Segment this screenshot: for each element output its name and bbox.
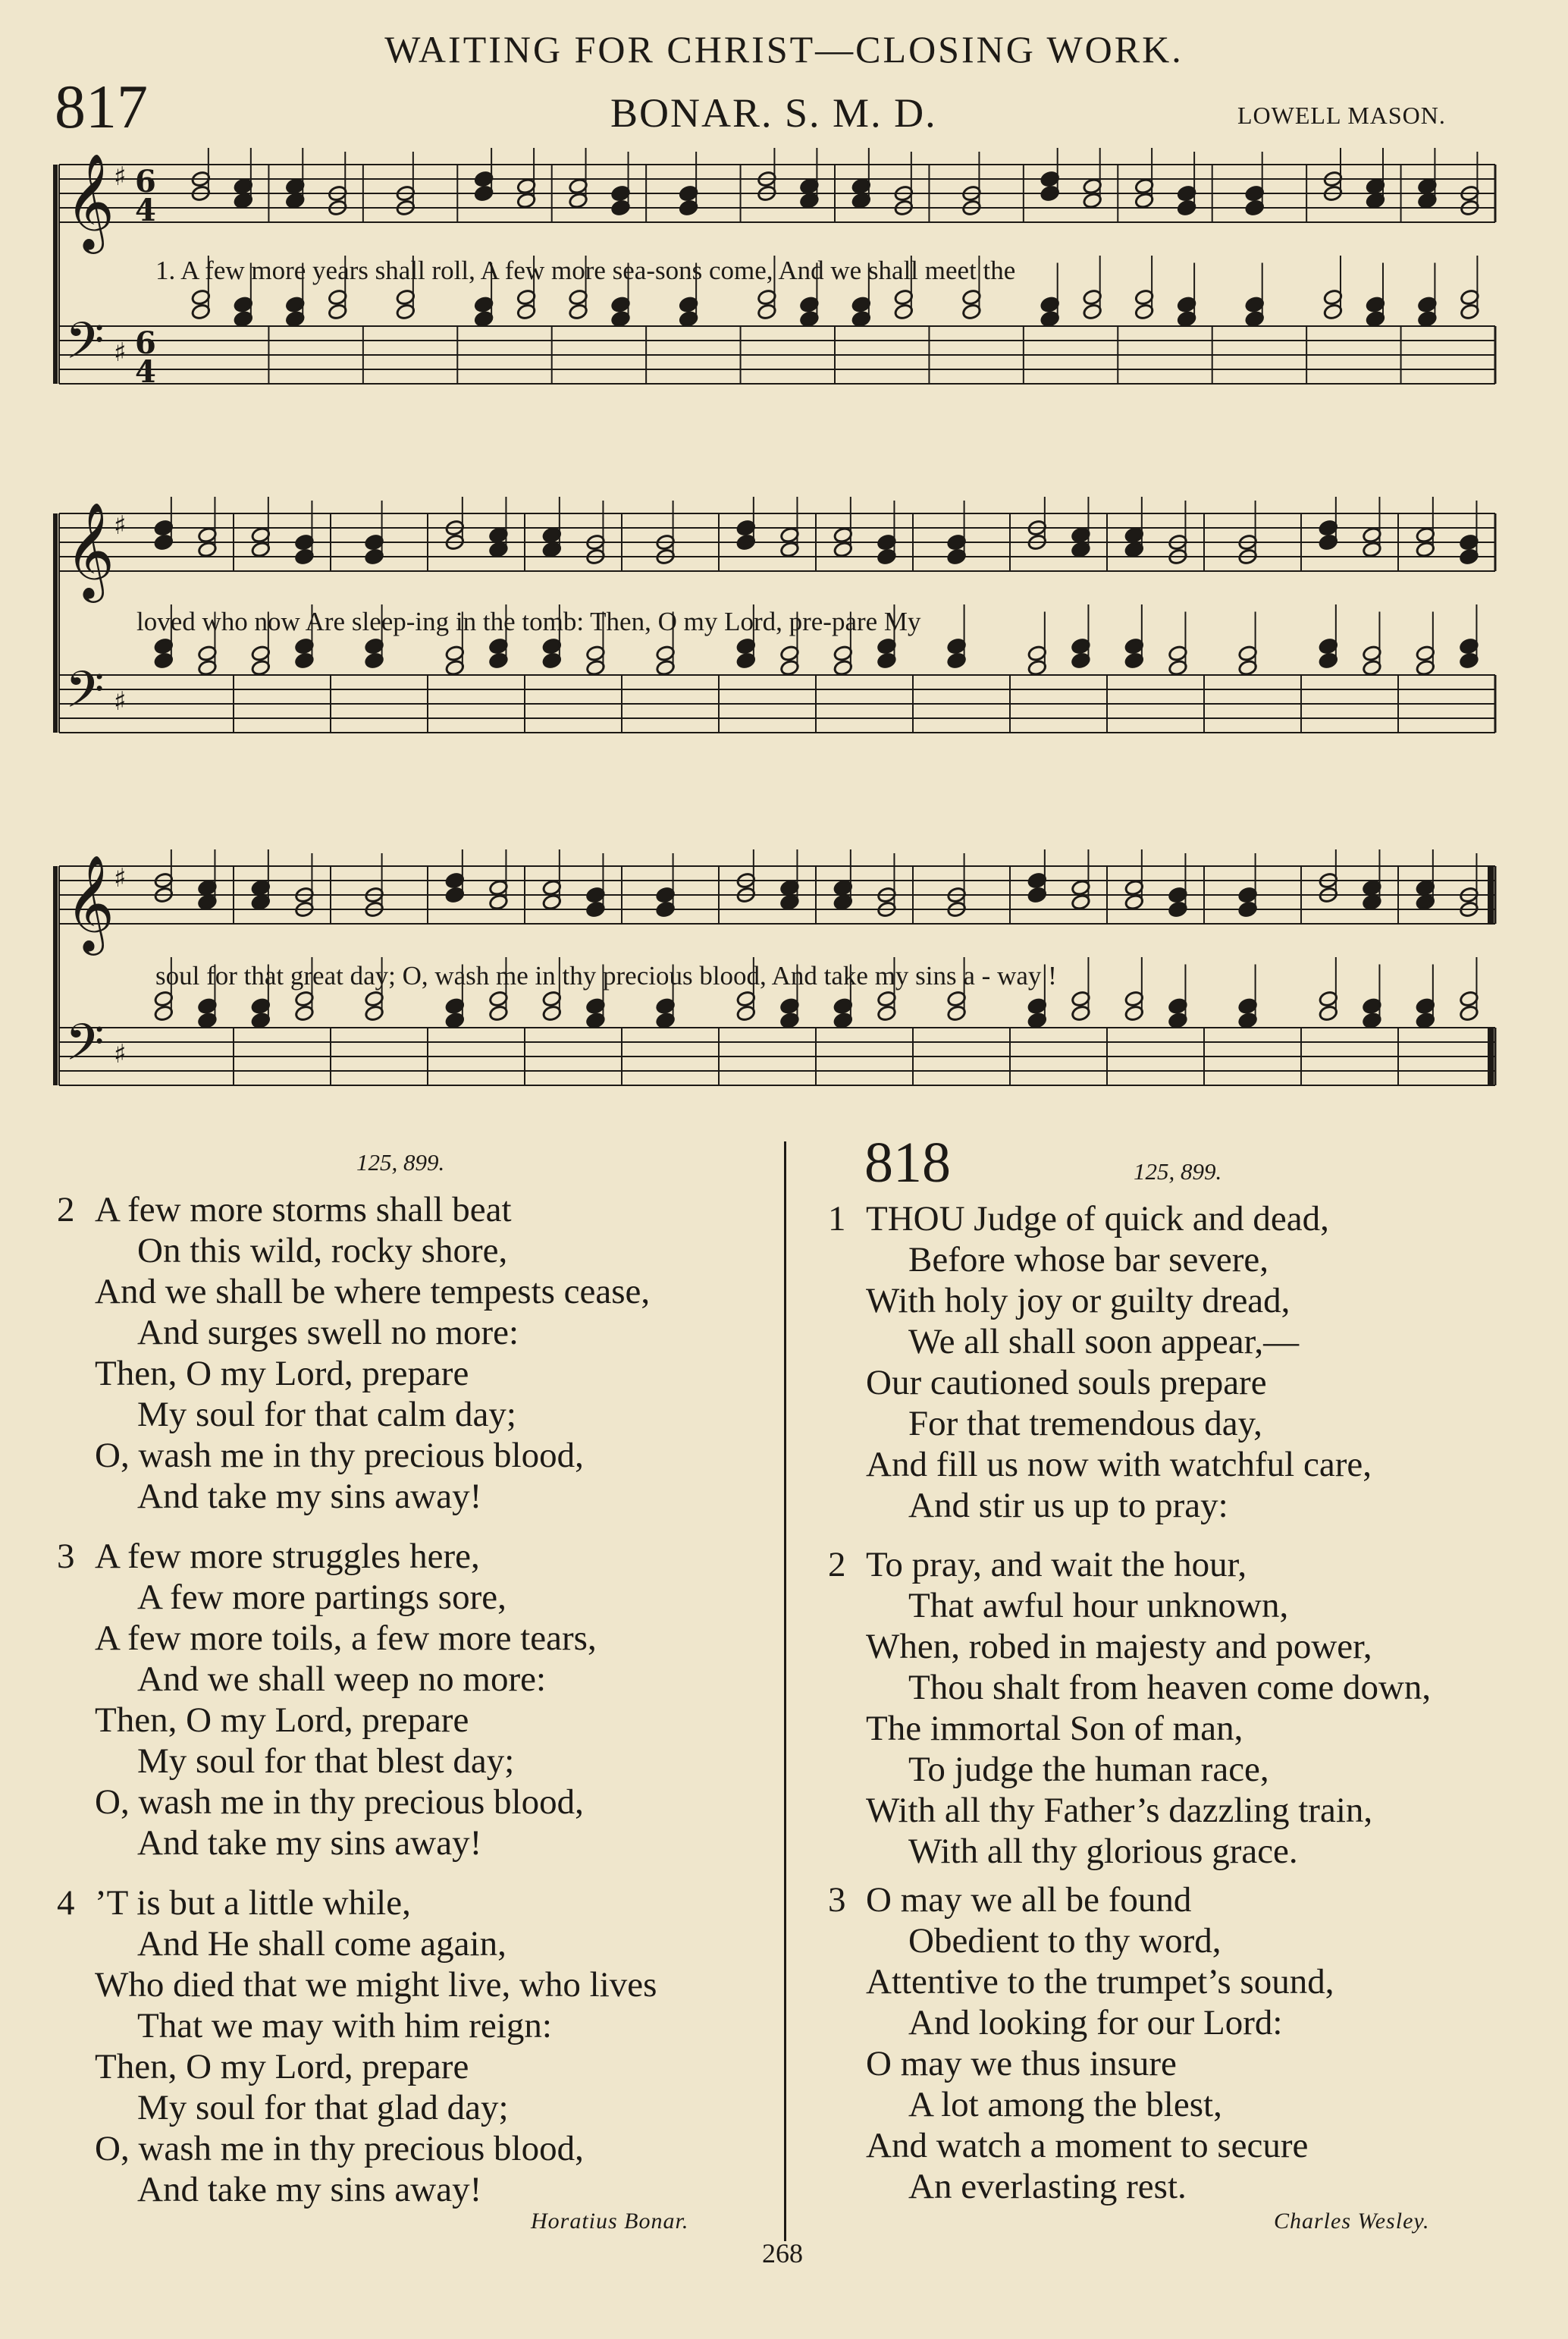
- verse-line: An everlasting rest.: [908, 2167, 1187, 2206]
- verse-line: And we shall be where tempests cease,: [95, 1272, 651, 1311]
- verse-817-4: [57, 1882, 657, 2210]
- verse-line: Our cautioned souls prepare: [866, 1363, 1267, 1402]
- verse-number: 4: [57, 1883, 75, 1923]
- lyrics-line-3: soul for that great day; O, wash me in thy precious blood, And take my sins a - way !: [155, 961, 1057, 991]
- sharp-icon: ♯: [114, 1039, 127, 1069]
- sharp-icon: ♯: [114, 162, 127, 192]
- verse-line: And take my sins away!: [137, 1823, 482, 1863]
- tune-name: BONAR. S. M. D.: [610, 90, 937, 136]
- verse-line: Then, O my Lord, prepare: [95, 2047, 469, 2086]
- author-818: Charles Wesley.: [1274, 2209, 1430, 2234]
- verse-line: O, wash me in thy precious blood,: [95, 1782, 584, 1822]
- verse-line: And fill us now with watchful care,: [866, 1445, 1372, 1484]
- verse-number: 2: [828, 1545, 846, 1584]
- verse-line: We all shall soon appear,—: [908, 1322, 1300, 1361]
- verse-line: Attentive to the trumpet’s sound,: [866, 1962, 1334, 2001]
- verse-line: To pray, and wait the hour,: [866, 1545, 1247, 1584]
- verse-line: Thou shalt from heaven come down,: [908, 1668, 1432, 1707]
- system-bracket: [53, 165, 58, 384]
- verse-817-2: [57, 1189, 650, 1517]
- verse-line: On this wild, rocky shore,: [137, 1231, 508, 1270]
- verse-line: And surges swell no more:: [137, 1313, 519, 1352]
- meter-ref-817: 125, 899.: [356, 1149, 445, 1176]
- verse-line: A few more struggles here,: [95, 1537, 480, 1576]
- meter-ref-818: 125, 899.: [1134, 1158, 1222, 1185]
- verse-line: A few more partings sore,: [137, 1578, 506, 1617]
- treble-clef-icon: 𝄞: [65, 854, 115, 951]
- verse-number: 1: [828, 1199, 846, 1239]
- verse-line: Before whose bar severe,: [908, 1240, 1269, 1279]
- verse-line: O, wash me in thy precious blood,: [95, 1436, 584, 1475]
- verse-line: O, wash me in thy precious blood,: [95, 2129, 584, 2168]
- verse-line: Then, O my Lord, prepare: [95, 1354, 469, 1393]
- bass-clef-icon: 𝄢: [65, 1013, 105, 1084]
- section-title: WAITING FOR CHRIST—CLOSING WORK.: [384, 28, 1184, 71]
- hymn-number-817: 817: [55, 72, 148, 141]
- verse-line: A lot among the blest,: [908, 2085, 1222, 2124]
- verse-line: With holy joy or guilty dread,: [866, 1281, 1290, 1320]
- verse-line: ’T is but a little while,: [95, 1883, 411, 1923]
- verse-818-1: [828, 1198, 1372, 1526]
- verse-line: And watch a moment to secure: [866, 2126, 1309, 2165]
- treble-clef-icon: 𝄞: [65, 152, 115, 250]
- composer: LOWELL MASON.: [1237, 102, 1446, 129]
- verse-line: Obedient to thy word,: [908, 1921, 1221, 1961]
- verse-line: THOU Judge of quick and dead,: [866, 1199, 1329, 1239]
- verse-line: Then, O my Lord, prepare: [95, 1700, 469, 1740]
- final-barline: [1488, 866, 1494, 924]
- verse-line: A few more storms shall beat: [95, 1190, 512, 1229]
- verse-line: The immortal Son of man,: [866, 1709, 1243, 1748]
- lyrics-line-2: loved who now Are sleep-ing in the tomb: Then, O my Lord, pre-pare My: [136, 607, 921, 636]
- verse-line: And take my sins away!: [137, 2170, 482, 2209]
- time-signature-bottom: 4: [135, 193, 156, 228]
- time-signature-bottom: 4: [135, 354, 156, 390]
- verse-line: My soul for that blest day;: [137, 1741, 515, 1781]
- verse-line: And looking for our Lord:: [908, 2003, 1283, 2042]
- sharp-icon: ♯: [114, 510, 127, 541]
- verse-number: 2: [57, 1190, 75, 1229]
- time-signature-top: 6: [135, 325, 156, 361]
- verse-line: And stir us up to pray:: [908, 1486, 1228, 1525]
- verse-line: With all thy Father’s dazzling train,: [866, 1791, 1373, 1830]
- author-817: Horatius Bonar.: [531, 2209, 689, 2234]
- sharp-icon: ♯: [114, 863, 127, 893]
- verse-line: With all thy glorious grace.: [908, 1832, 1298, 1871]
- verse-line: For that tremendous day,: [908, 1404, 1262, 1443]
- system-bracket: [53, 866, 58, 1085]
- verse-818-3: [828, 1879, 1334, 2207]
- verse-line: That awful hour unknown,: [908, 1586, 1289, 1625]
- system-bracket: [53, 513, 58, 733]
- verse-line: My soul for that calm day;: [137, 1395, 516, 1434]
- page-number: 268: [762, 2238, 803, 2268]
- verse-line: O may we all be found: [866, 1880, 1192, 1920]
- verse-line: That we may with him reign:: [137, 2006, 552, 2045]
- hymn-number-818: 818: [864, 1131, 951, 1195]
- sharp-icon: ♯: [114, 338, 127, 368]
- time-signature-top: 6: [135, 164, 156, 199]
- sharp-icon: ♯: [114, 686, 127, 717]
- final-barline: [1488, 1028, 1494, 1085]
- verse-number: 3: [828, 1880, 846, 1920]
- verse-number: 3: [57, 1537, 75, 1576]
- column-divider: [784, 1141, 786, 2241]
- verse-line: My soul for that glad day;: [137, 2088, 509, 2127]
- verse-817-3: [57, 1536, 597, 1863]
- verse-line: When, robed in majesty and power,: [866, 1627, 1372, 1666]
- bass-clef-icon: 𝄢: [65, 661, 105, 731]
- verse-line: And we shall weep no more:: [137, 1659, 547, 1699]
- treble-clef-icon: 𝄞: [65, 501, 115, 598]
- lyrics-line-1: 1. A few more years shall roll, A few more sea-sons come, And we shall meet the: [155, 256, 1016, 285]
- verse-line: To judge the human race,: [908, 1750, 1269, 1789]
- verse-818-2: [828, 1544, 1431, 1872]
- verse-line: And take my sins away!: [137, 1477, 482, 1516]
- verse-line: A few more toils, a few more tears,: [95, 1618, 597, 1658]
- verse-line: O may we thus insure: [866, 2044, 1177, 2083]
- verse-line: Who died that we might live, who lives: [95, 1965, 657, 2005]
- bass-clef-icon: 𝄢: [65, 312, 105, 382]
- verse-line: And He shall come again,: [137, 1924, 506, 1964]
